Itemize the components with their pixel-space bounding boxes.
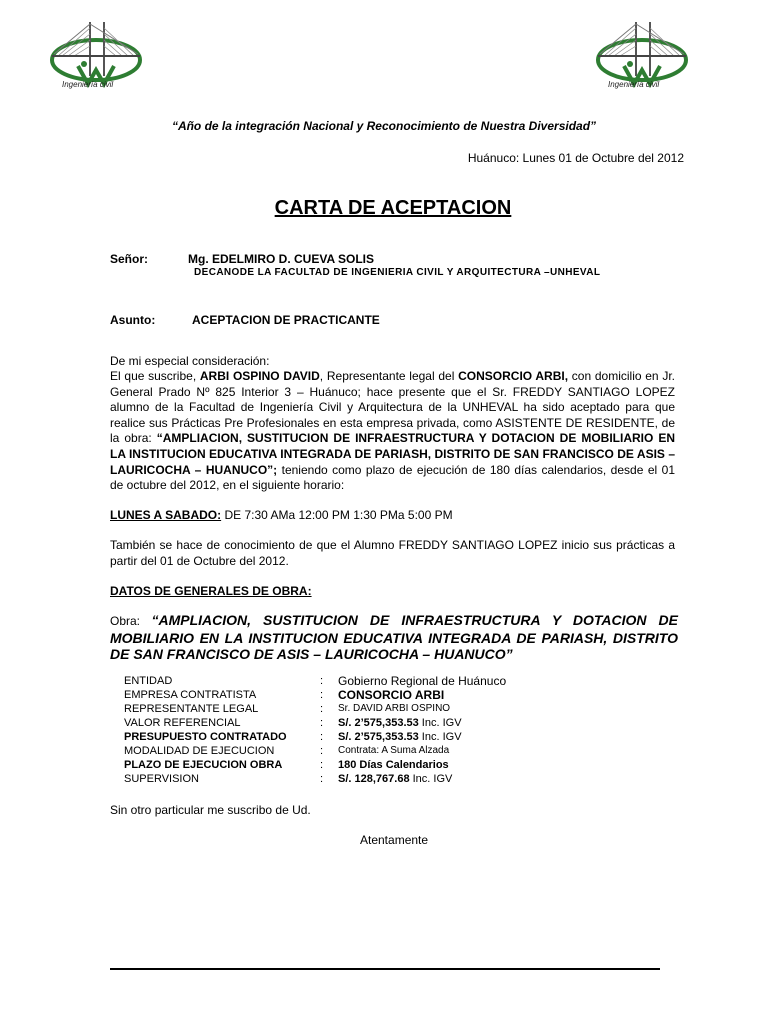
- paragraph-main: [110, 369, 675, 494]
- datos-value: [338, 758, 506, 772]
- datos-colon: :: [320, 745, 324, 757]
- datos-key: PLAZO DE EJECUCION OBRA: [124, 759, 283, 771]
- obra-label: Obra:: [110, 614, 152, 628]
- motto: “Año de la integración Nacional y Reconocimiento de Nuestra Diversidad”: [171, 119, 597, 133]
- page-title: CARTA DE ACEPTACION: [274, 197, 512, 219]
- p1-text: teniendo como plazo de ejecución de 180 días calendarios, desde el 01 de octubre del 2012, en el siguiente horario:: [110, 462, 675, 493]
- datos-key: ENTIDAD: [124, 675, 173, 687]
- logo-text: Ingeniería civil: [62, 80, 114, 89]
- closing-line: Sin otro particular me suscribo de Ud.: [110, 803, 311, 817]
- datos-value-text: 180 Días Calendarios: [338, 759, 449, 771]
- schedule: [110, 508, 453, 522]
- datos-colon: :: [320, 703, 324, 715]
- signature-line: [110, 968, 660, 970]
- datos-colon: :: [320, 759, 324, 771]
- logo-text: Ingeniería civil: [608, 80, 660, 89]
- datos-key: PRESUPUESTO CONTRATADO: [124, 731, 287, 743]
- datos-key: VALOR REFERENCIAL: [124, 717, 241, 729]
- datos-value: [338, 688, 506, 702]
- datos-value-text: CONSORCIO ARBI: [338, 688, 445, 702]
- datos-colon: :: [320, 689, 324, 701]
- schedule-value: DE 7:30 AMa 12:00 PM 1:30 PMa 5:00 PM: [221, 508, 453, 522]
- datos-value: [338, 716, 506, 730]
- table-row: [124, 772, 506, 786]
- asunto-label: Asunto:: [110, 313, 156, 327]
- datos-value-suffix: Inc. IGV: [418, 731, 462, 743]
- obra-text: “AMPLIACION, SUSTITUCION DE INFRAESTRUCTURA Y DOTACION DE MOBILIARIO EN LA INSTITUCION EDUCATIVA INTEGRADA DE PARIASH, DISTRITO DE SAN FRANCISCO DE ASIS – LAURICOCHA – HUANUCO”: [110, 612, 678, 662]
- datos-colon: :: [320, 717, 324, 729]
- obra-block: [110, 612, 678, 663]
- datos-value-text: S/. 128,767.68: [338, 773, 410, 785]
- table-row: [124, 730, 506, 744]
- atentamente: Atentamente: [360, 833, 429, 847]
- table-row: [124, 702, 506, 716]
- datos-value-text: Sr. DAVID ARBI OSPINO: [338, 703, 451, 714]
- datos-key: EMPRESA CONTRATISTA: [124, 689, 257, 701]
- datos-value: [338, 702, 506, 716]
- recipient-position: DECANODE LA FACULTAD DE INGENIERIA CIVIL Y ARQUITECTURA –UNHEVAL: [194, 267, 601, 278]
- signer-name: ARBI OSPINO DAVID: [199, 369, 320, 383]
- table-row: [124, 758, 506, 772]
- datos-colon: :: [320, 675, 324, 687]
- logo-left: [48, 14, 144, 94]
- datos-key: MODALIDAD DE EJECUCION: [124, 745, 275, 757]
- datos-value-text: S/. 2’575,353.53: [338, 731, 419, 743]
- datos-value-text: Gobierno Regional de Huánuco: [338, 674, 507, 688]
- company-name: CONSORCIO ARBI,: [458, 369, 569, 383]
- datos-value: [338, 730, 506, 744]
- schedule-label: LUNES A SABADO:: [110, 508, 222, 522]
- datos-value: [338, 674, 506, 688]
- datos-value-text: Contrata: A Suma Alzada: [338, 745, 450, 756]
- datos-colon: :: [320, 731, 324, 743]
- table-row: [124, 688, 506, 702]
- greeting: De mi especial consideración:: [110, 354, 270, 368]
- datos-colon: :: [320, 773, 324, 785]
- datos-heading: DATOS DE GENERALES DE OBRA:: [110, 584, 312, 598]
- datos-key: REPRESENTANTE LEGAL: [124, 703, 259, 715]
- datos-value-suffix: Inc. IGV: [418, 717, 462, 729]
- datos-table: [124, 674, 506, 786]
- logo-right: [594, 14, 690, 94]
- p1-text: , Representante legal del: [319, 369, 459, 383]
- project-name: “AMPLIACION, SUSTITUCION DE INFRAESTRUCTURA Y DOTACION DE MOBILIARIO EN LA INSTITUCION EDUCATIVA INTEGRADA DE PARIASH, DISTRITO DE SAN FRANCISCO DE ASIS – LAURICOCHA – HUANUCO”;: [110, 431, 676, 477]
- p1-text: El que suscribe,: [110, 369, 200, 383]
- datos-key: SUPERVISION: [124, 773, 199, 785]
- p1-text: con domicilio en Jr. General Prado Nº 825 Interior 3 – Huánuco; hace presente que el Sr. FREDDY SANTIAGO LOPEZ alumno de la Facultad de Ingeniería Civil y Arquitectura de la UNHEVAL ha sido aceptado para que realice sus Prácticas Pre Profesionales en esta empresa privada, como ASISTENTE DE RESIDENTE, de la obra:: [110, 369, 675, 446]
- table-row: [124, 744, 506, 758]
- datos-value-suffix: Inc. IGV: [409, 773, 453, 785]
- paragraph-start: También se hace de conocimiento de que el Alumno FREDDY SANTIAGO LOPEZ inicio sus prácticas a partir del 01 de Octubre del 2012.: [110, 538, 675, 568]
- table-row: [124, 674, 506, 688]
- senor-label: Señor:: [110, 252, 149, 266]
- letter-date: Huánuco: Lunes 01 de Octubre del 2012: [467, 151, 684, 165]
- table-row: [124, 716, 506, 730]
- datos-value-text: S/. 2’575,353.53: [338, 717, 419, 729]
- datos-value: [338, 772, 506, 786]
- asunto-value: ACEPTACION DE PRACTICANTE: [192, 313, 380, 327]
- datos-value: [338, 744, 506, 758]
- recipient-name: Mg. EDELMIRO D. CUEVA SOLIS: [188, 252, 375, 266]
